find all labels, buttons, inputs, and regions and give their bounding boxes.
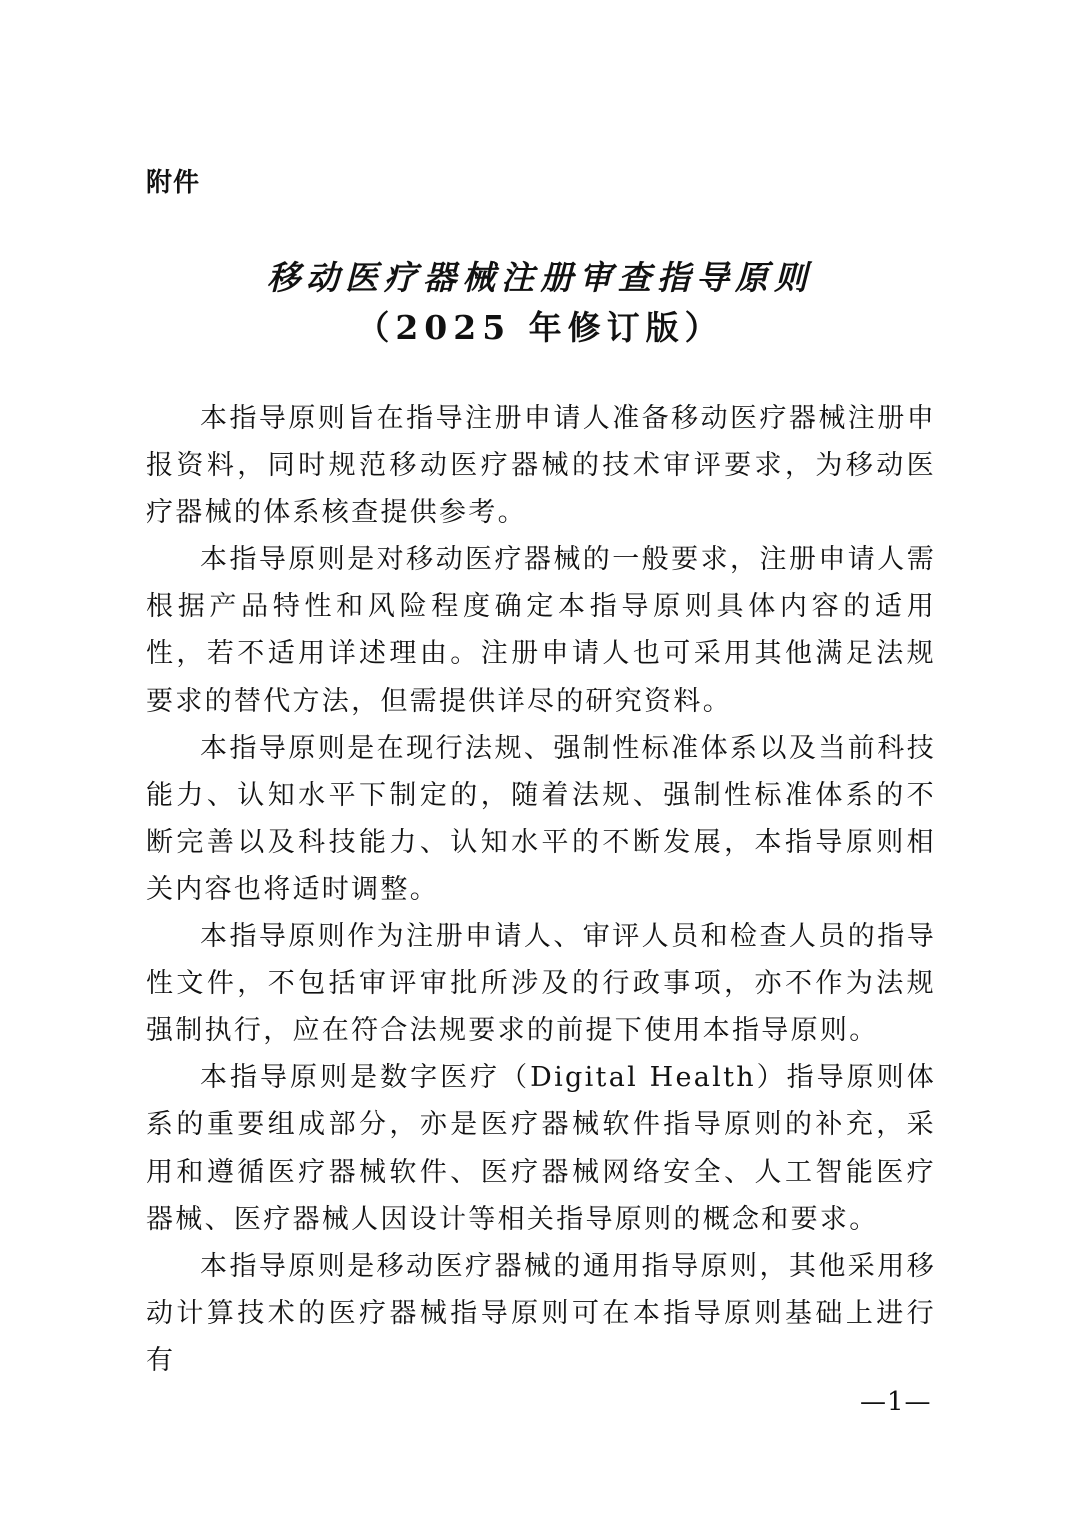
paragraph: 本指导原则旨在指导注册申请人准备移动医疗器械注册申报资料，同时规范移动医疗器械的技术审评要求，为移动医疗器械的体系核查提供参考。 (146, 403, 936, 529)
paragraph: 本指导原则是移动医疗器械的通用指导原则，其他采用移动计算技术的医疗器械指导原则可在本指导原则基础上进行有 (146, 1250, 936, 1376)
paragraph: 本指导原则是对移动医疗器械的一般要求，注册申请人需根据产品特性和风险程度确定本指导原则具体内容的适用性，若不适用详述理由。注册申请人也可采用其他满足法规要求的替代方法，但需提供详尽的研究资料。 (146, 544, 936, 717)
paragraph: 本指导原则是在现行法规、强制性标准体系以及当前科技能力、认知水平下制定的，随着法规、强制性标准体系的不断完善以及科技能力、认知水平的不断发展，本指导原则相关内容也将适时调整。 (146, 732, 936, 905)
attachment-label: 附件 (146, 168, 201, 198)
paragraph: 本指导原则是数字医疗（Digital Health）指导原则体系的重要组成部分，亦是医疗器械软件指导原则的补充，采用和遵循医疗器械软件、医疗器械网络安全、人工智能医疗器械、医疗器械人因设计等相关指导原则的概念和要求。 (146, 1062, 936, 1235)
document-title: 移动医疗器械注册审查指导原则 (267, 258, 813, 297)
document-subtitle: （2025 年修订版） (356, 308, 724, 347)
document-body (146, 395, 936, 1384)
page-number: —1— (860, 1387, 932, 1417)
paragraph: 本指导原则作为注册申请人、审评人员和检查人员的指导性文件，不包括审评审批所涉及的行政事项，亦不作为法规强制执行，应在符合法规要求的前提下使用本指导原则。 (146, 921, 936, 1047)
